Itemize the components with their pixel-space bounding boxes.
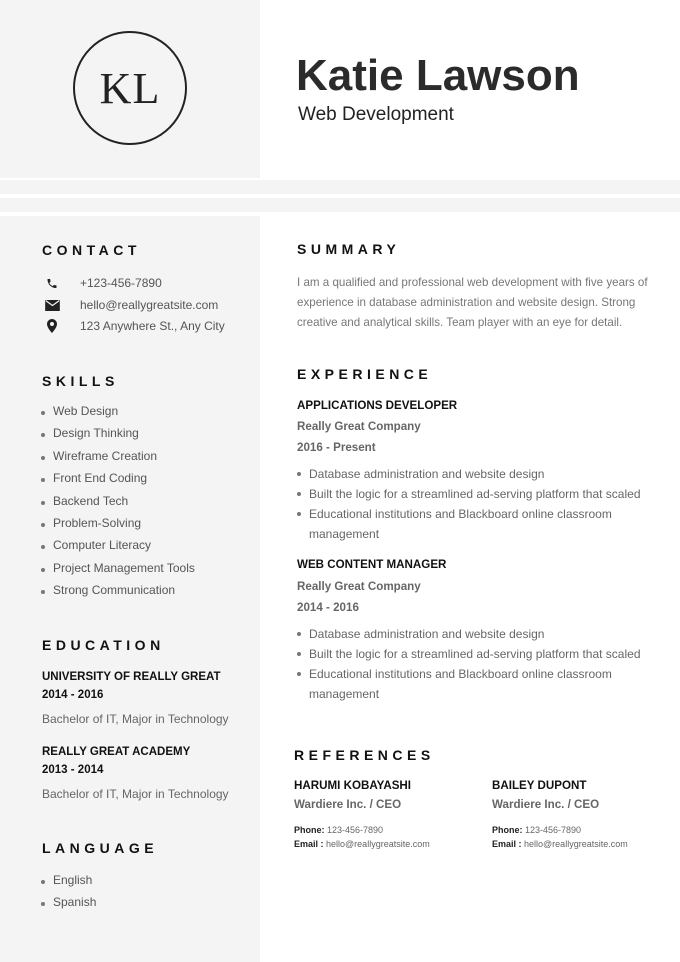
list-item: Built the logic for a streamlined ad-serving platform that scaled: [297, 644, 657, 664]
reference-email-label: Email :: [294, 839, 324, 849]
job-period: 2016 - Present: [297, 441, 376, 454]
list-item: Educational institutions and Blackboard online classroom management: [297, 504, 657, 544]
job-company: Really Great Company: [297, 580, 421, 593]
job-period: 2014 - 2016: [297, 601, 359, 614]
education-degree: Bachelor of IT, Major in Technology: [42, 712, 229, 726]
summary-heading: SUMMARY: [297, 241, 401, 257]
list-item: Database administration and website design: [297, 624, 657, 644]
contact-phone: [44, 276, 162, 290]
list-item: English: [41, 873, 96, 895]
contact-address-text: 123 Anywhere St., Any City: [80, 319, 225, 333]
job-bullets: [297, 464, 657, 544]
reference-phone-label: Phone:: [492, 825, 523, 835]
candidate-name: Katie Lawson: [296, 51, 580, 100]
reference-phone-value: 123-456-7890: [327, 825, 384, 835]
education-school: REALLY GREAT ACADEMY: [42, 746, 191, 758]
language-heading: LANGUAGE: [42, 840, 159, 856]
list-item: Design Thinking: [41, 426, 195, 448]
language-list: [41, 873, 96, 918]
reference-position: Wardiere Inc. / CEO: [492, 798, 600, 811]
list-item: Educational institutions and Blackboard online classroom management: [297, 664, 657, 704]
list-item: Web Design: [41, 404, 195, 426]
job-company: Really Great Company: [297, 420, 421, 433]
list-item: Spanish: [41, 895, 96, 917]
reference-email: [492, 837, 672, 851]
divider-band: [0, 180, 680, 194]
envelope-icon: [44, 298, 60, 312]
contact-heading: CONTACT: [42, 242, 141, 258]
list-item: Computer Literacy: [41, 538, 195, 560]
reference-email-value: hello@reallygreatsite.com: [326, 839, 430, 849]
skills-list: [41, 404, 195, 606]
skills-heading: SKILLS: [42, 373, 119, 389]
list-item: Strong Communication: [41, 583, 195, 605]
reference-phone: [492, 823, 672, 837]
reference-position: Wardiere Inc. / CEO: [294, 798, 402, 811]
job-title: WEB CONTENT MANAGER: [297, 558, 447, 571]
reference-phone-label: Phone:: [294, 825, 325, 835]
reference-email-label: Email :: [492, 839, 522, 849]
education-degree: Bachelor of IT, Major in Technology: [42, 787, 229, 801]
reference-card: [294, 779, 474, 851]
education-years: 2014 - 2016: [42, 689, 104, 701]
list-item: Problem-Solving: [41, 516, 195, 538]
list-item: Wireframe Creation: [41, 449, 195, 471]
job-title: APPLICATIONS DEVELOPER: [297, 399, 458, 412]
reference-email-value: hello@reallygreatsite.com: [524, 839, 628, 849]
job-bullets: [297, 624, 657, 704]
education-school: UNIVERSITY OF REALLY GREAT: [42, 671, 221, 683]
contact-phone-text: +123-456-7890: [80, 276, 162, 290]
education-years: 2013 - 2014: [42, 764, 104, 776]
references-heading: REFERENCES: [294, 747, 435, 763]
monogram-logo: KL: [73, 31, 187, 145]
list-item: Project Management Tools: [41, 561, 195, 583]
list-item: Backend Tech: [41, 494, 195, 516]
divider-band: [0, 198, 680, 212]
list-item: Front End Coding: [41, 471, 195, 493]
summary-text: I am a qualified and professional web development with five years of experience in database administration and website design. Strong creative and analytical skills. Team player with an eye for detail.: [297, 276, 648, 329]
list-item: Database administration and website design: [297, 464, 657, 484]
contact-address: [44, 319, 225, 333]
reference-phone-value: 123-456-7890: [525, 825, 582, 835]
reference-name: BAILEY DUPONT: [492, 779, 587, 792]
phone-icon: [44, 276, 60, 290]
contact-email-text: hello@reallygreatsite.com: [80, 298, 219, 312]
reference-email: [294, 837, 474, 851]
candidate-role: Web Development: [298, 104, 454, 125]
reference-name: HARUMI KOBAYASHI: [294, 779, 412, 792]
reference-card: [492, 779, 672, 851]
map-pin-icon: [44, 319, 60, 333]
education-heading: EDUCATION: [42, 637, 165, 653]
experience-heading: EXPERIENCE: [297, 366, 433, 382]
reference-phone: [294, 823, 474, 837]
contact-email: [44, 298, 218, 312]
list-item: Built the logic for a streamlined ad-serving platform that scaled: [297, 484, 657, 504]
